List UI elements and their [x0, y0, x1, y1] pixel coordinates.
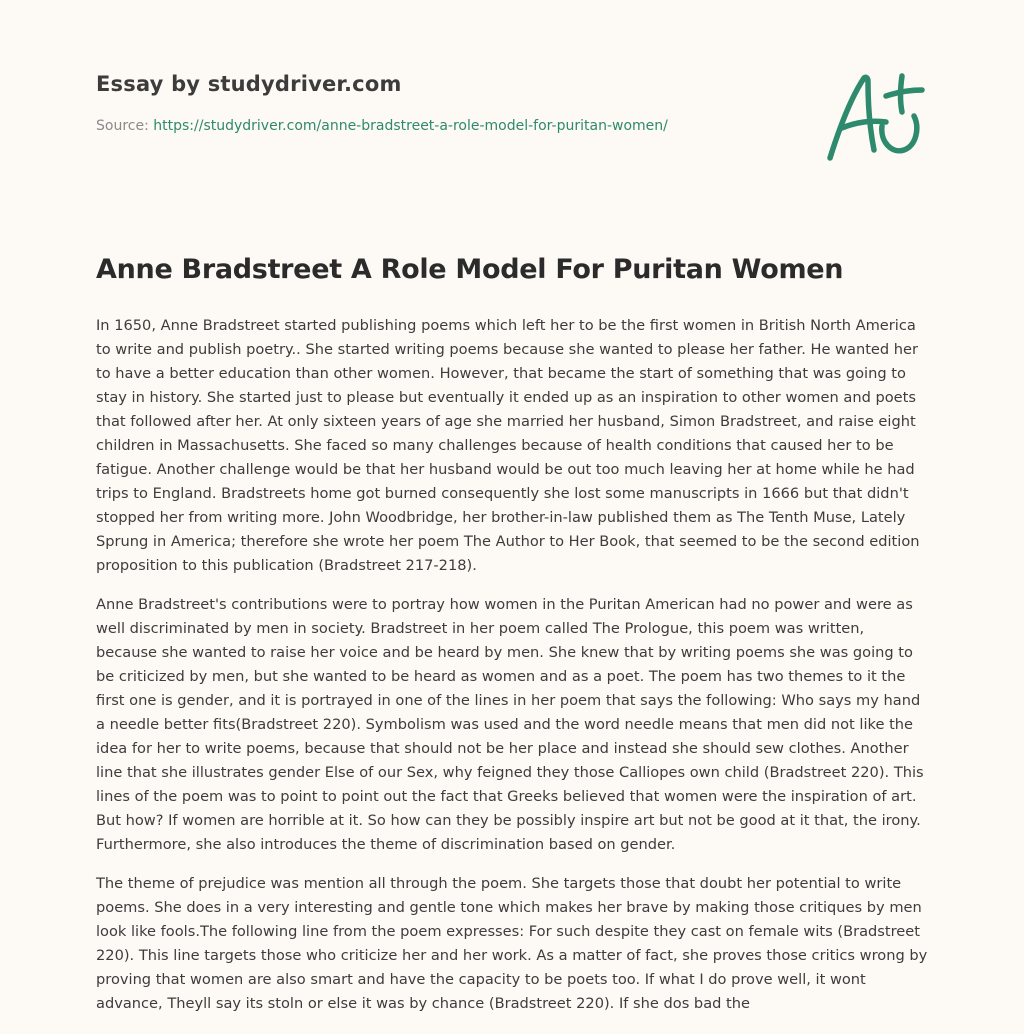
essay-title: Anne Bradstreet A Role Model For Puritan Women — [96, 254, 844, 285]
paragraph: The theme of prejudice was mention all through the poem. She targets those that doubt her potential to write poems. She does in a very interesting and gentle tone which makes her brave by making those critiques by men look like fools.The following line from the poem expresses: For such despite they cast on female wits (Bradstreet 220). This line targets those who criticize her and her work. As a matter of fact, she proves those critics wrong by proving that women are also smart and have the capacity to be poets too. If what I do prove well, it wont advance, Theyll say its stoln or else it was by chance (Bradstreet 220). If she dos bad the — [96, 875, 928, 1012]
a-plus-logo-icon — [820, 66, 930, 166]
site-title: Essay by studydriver.com — [96, 72, 402, 96]
source-label: Source: — [96, 118, 154, 134]
essay-body — [96, 314, 928, 1031]
source-line — [96, 118, 796, 134]
paragraph: Anne Bradstreet's contributions were to portray how women in the Puritan American had no power and were as well discriminated by men in society. Bradstreet in her poem called The Prologue, this poem was written, because she wanted to raise her voice and be heard by men. She knew that by writing poems she was going to be criticized by men, but she wanted to be heard as women and as a poet. The poem has two themes to it the first one is gender, and it is portrayed in one of the lines in her poem that says the following: Who says my hand a needle better fits(Bradstreet 220). Symbolism was used and the word needle means that men did not like the idea for her to write poems, because that should not be her place and instead she should sew clothes. Another line that she illustrates gender Else of our Sex, why feigned they those Calliopes own child (Bradstreet 220). This lines of the poem was to point to point out the fact that Greeks believed that women were the inspiration of art. But how? If women are horrible at it. So how can they be possibly inspire art but not be good at it that, the irony. Furthermore, she also introduces the theme of discrimination based on gender. — [96, 596, 924, 853]
paragraph: In 1650, Anne Bradstreet started publishing poems which left her to be the first women in British North America to write and publish poetry.. She started writing poems because she wanted to please her father. He wanted her to have a better education than other women. However, that became the start of something that was going to stay in history. She started just to please but eventually it ended up as an inspiration to other women and poets that followed after her. At only sixteen years of age she married her husband, Simon Bradstreet, and raise eight children in Massachusetts. She faced so many challenges because of health conditions that caused her to be fatigue. Another challenge would be that her husband would be out too much leaving her at home while he had trips to England. Bradstreets home got burned consequently she lost some manuscripts in 1666 but that didn't stopped her from writing more. John Woodbridge, her brother-in-law published them as The Tenth Muse, Lately Sprung in America; therefore she wrote her poem The Author to Her Book, that seemed to be the second edition proposition to this publication (Bradstreet 217-218). — [96, 317, 920, 574]
header — [96, 72, 796, 134]
source-link[interactable]: https://studydriver.com/anne-bradstreet-a-role-model-for-puritan-women/ — [153, 118, 668, 134]
